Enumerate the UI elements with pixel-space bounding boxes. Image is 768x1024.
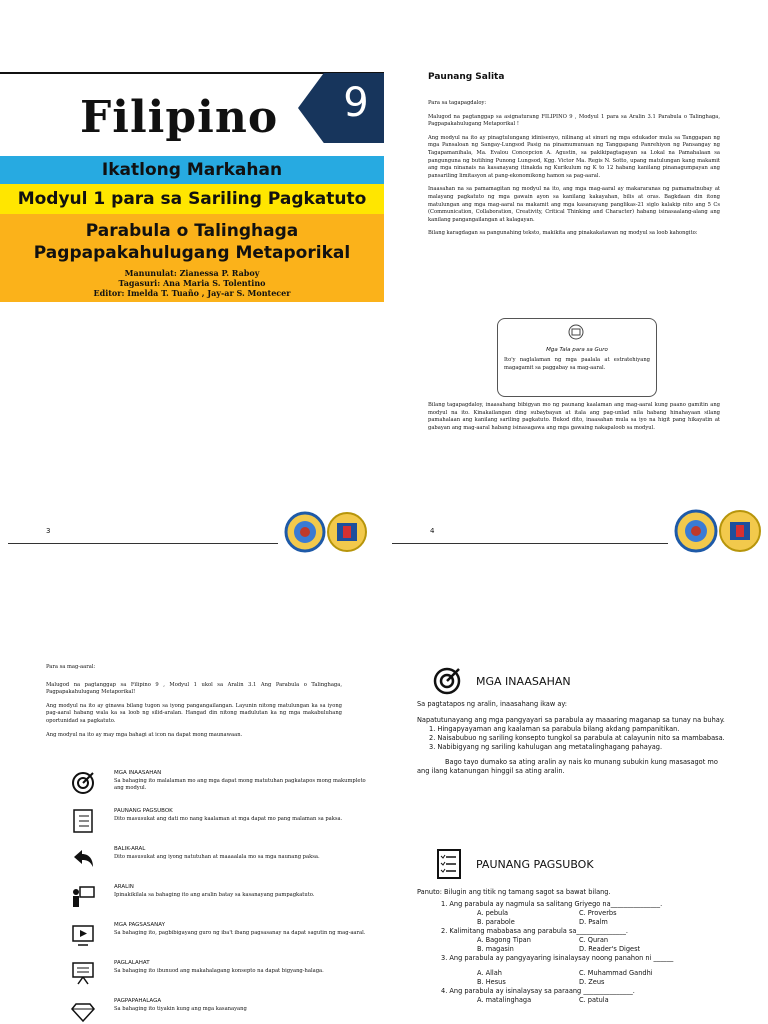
pretest-body	[417, 888, 732, 1005]
choice-4a: A. matalinghaga	[477, 996, 532, 1004]
writer: Manunulat: Zianessa P. Raboy	[124, 268, 260, 278]
legend-desc: Sa bahaging ito ibunuod ang makahalagang konsepto na dapat bigyang-halaga.	[114, 967, 324, 974]
diamond-icon	[70, 998, 96, 1024]
students-p1: Malugod na pagtanggap sa Filipino 9 , Modyul 1 ukol sa Aralin 3.1 Ang Parabula o Talinghaga, Pagpapakahulugang Metaporikal!	[46, 681, 342, 696]
foreword-p5: Bilang tagapagdaloy, inaasahang bibigyan mo ng paunang kaalaman ang mag-aaral kung paano gamitin ang modyul na ito. Kinakailangan ding subaybayan at itala ang pag-unlad nila habang hinahayaan silang pamahalaan ang kanilang sariling pagkatuto. Bukod dito, inaasahan mula sa iyo na higit pang hikayatin at gabayan ang mag-aaral habang isinasagawa ang mga gawaing nakapaloob sa modyul.	[428, 402, 720, 431]
legend-label: PAGPAPAHALAGA	[114, 998, 162, 1004]
footer-seals-left	[284, 510, 372, 554]
choice-1d: D. Psalm	[579, 918, 608, 926]
legend-label: PAUNANG PAGSUBOK	[114, 808, 173, 814]
page-number-4: 4	[430, 527, 435, 535]
teacher-notes-body: Ito'y naglalaman ng mga paalala at estratehiyang magagamit sa paggabay sa mag-aaral.	[504, 357, 650, 371]
legend-label: BALIK-ARAL	[114, 846, 146, 852]
choice-2c: C. Quran	[579, 936, 609, 944]
teacher-notes-icon	[568, 324, 584, 340]
choice-2b: B. magasin	[477, 945, 514, 953]
question-4: 4. Ang parabula ay isinalaysay sa paraang _______________.	[441, 987, 635, 995]
teacher-notes-box	[497, 318, 657, 397]
question-1: 1. Ang parabula ay nagmula sa salitang Griyego na_______________.	[441, 900, 663, 908]
module-band: Modyul 1 para sa Sariling Pagkatuto	[0, 184, 384, 214]
foreword-p3: Inaasahan na sa pamamagitan ng modyul na ito, ang mga mag-aaral ay makararanas ng pamamatnubay at malayang pagkatuto ng mga gawain ayon sa kanilang kakayahan, bilis at oras. Bagkdaan din itong matulungan ang mga mag-aaral na makamit ang mga kasanayang panglikas-21 siglo kalakip nito ang 5 Cs (Communication, Collaboration, Creativity, Critical Thinking and Character) habang isinasaalang-alang ang kanilang pangangailangan at kalagayan.	[428, 186, 720, 223]
teacher-notes-title: Mga Tala para sa Guro	[546, 347, 608, 353]
question-3: 3. Ang parabula ay pangyayaring isinalaysay noong panahon ni ______	[441, 954, 674, 962]
footer-rule-left	[8, 543, 278, 544]
students-p2: Ang modyul na ito ay ginawa bilang tugon sa iyong pangangailangan. Layunin nitong matulungan ka sa iyong pag-aaral habang wala ka sa loob ng silid-aralan. Hangad din nitong madulutan ka ng mga makabuluhang oportunidad sa pagkatuto.	[46, 702, 342, 724]
checklist-icon	[70, 808, 96, 834]
quarter-band: Ikatlong Markahan	[0, 156, 384, 184]
choices-4	[417, 996, 732, 1005]
legend-desc: Dito masusukat ang iyong natutuhan at maaaalala mo sa mga naunang paksa.	[114, 853, 320, 860]
competency: Napatutunayang ang mga pangyayari sa parabula ay maaaring maganap sa tunay na buhay.	[417, 716, 725, 724]
pretest-directions: Panuto: Bilugin ang titik ng tamang sagot sa bawat bilang.	[417, 888, 611, 896]
foreword-p2: Ang modyul na ito ay pinagtulungang idinisenyo, nilinang at sinuri ng mga edukador mula sa Tanggapan ng mga Pansaloan ng Sangay-Lungsod Pasig na pinamumunuan ng Tanggapang Panrehiyon ng Pansangay ng Tagapamanihala, Ma. Evalou Concepcion A. Agustin, sa pakikipagtagayan sa Lokal na Pamahalaan sa pangunguna ng butihing Punong Lungsod, Kgg. Victor Ma. Regis N. Sotto, upang matulungan kang makamit ang mga ninanais na kasanayang itinakda ng Kurikulum ng K to 12 habang kanilang pinanagumpayan ang pansariling limitasyon at pang-ekonomikong hamon sa pag-aaral.	[428, 134, 720, 179]
presentation-icon	[70, 960, 96, 986]
students-greeting: Para sa mag-aaral:	[46, 664, 96, 670]
choice-3b: B. Hesus	[477, 978, 506, 986]
checklist-icon	[436, 848, 462, 880]
choice-3d: D. Zeus	[579, 978, 605, 986]
legend-label: MGA INAASAHAN	[114, 770, 162, 776]
choice-1a: A. pebula	[477, 909, 509, 917]
division-seal-icon	[284, 510, 372, 554]
students-p3: Ang modyul na ito ay may mga bahagi at icon na dapat mong maunawaan.	[46, 731, 243, 738]
objective-3: 3. Nabibigyang ng sariling kahulugan ang metatalinghagang pahayag.	[429, 743, 663, 751]
choice-3c: C. Muhammad Gandhi	[579, 969, 653, 977]
grade-number: 9	[343, 80, 369, 126]
choice-4c: C. patula	[579, 996, 609, 1004]
legend-desc: Sa bahaging ito malalaman mo ang mga dapat mong matutuhan pagkatapos mong makumpleto ang modyul.	[114, 777, 366, 791]
choice-1b: B. parabole	[477, 918, 515, 926]
expectations-intro: Sa pagtatapos ng aralin, inaasahang ikaw ay:	[417, 700, 568, 708]
legend-label: ARALIN	[114, 884, 134, 890]
choice-2a: A. Bagong Tipan	[477, 936, 531, 944]
legend-desc: Sa bahaging ito, pagbibigayang guro ng iba't ibang pagsasanay na dapat sagutin ng mag-aaral.	[114, 929, 366, 936]
choices-3	[417, 969, 732, 987]
footer-rule-right	[392, 543, 668, 544]
legend-label: PAGLALAHAT	[114, 960, 150, 966]
legend-desc: Dito masusukat ang dati mo nang kaalaman at mga dapat mo pang malaman sa paksa.	[114, 815, 343, 822]
back-arrow-icon	[70, 846, 96, 872]
editor: Editor: Imelda T. Tuaño , Jay-ar S. Montecer	[93, 288, 291, 298]
play-screen-icon	[70, 922, 96, 948]
illustrator: Tagasuri: Ana Maria S. Tolentino	[118, 278, 266, 288]
page-number-3: 3	[46, 527, 51, 535]
choice-2d: D. Reader's Digest	[579, 945, 641, 953]
choice-3a: A. Allah	[477, 969, 502, 977]
lesson-band	[0, 214, 384, 302]
choices-1	[417, 909, 732, 927]
foreword-greeting: Para sa tagapagdaloy:	[428, 100, 487, 106]
division-seal-icon	[674, 508, 766, 554]
foreword-heading: Paunang Salita	[428, 72, 505, 82]
objective-2: 2. Naisabubuo ng sariling konsepto tungkol sa parabula at calayunin nito sa mambabasa.	[429, 734, 725, 742]
choice-1c: C. Proverbs	[579, 909, 617, 917]
teacher-board-icon	[70, 884, 96, 910]
target-icon	[432, 666, 462, 696]
expectations-heading: MGA INAASAHAN	[476, 675, 571, 688]
legend-desc: Ipinakikilala sa bahaging ito ang aralin batay sa kasanayang pampagkatuto.	[114, 891, 315, 898]
cover-title: Filipino	[80, 92, 279, 143]
foreword-body-1	[428, 100, 720, 244]
foreword-p4: Bilang karagdagan sa pangunahing teksto, makikita ang pinakakatawan ng modyul sa loob kahongito:	[428, 230, 698, 237]
expectations-closing: Bago tayo dumako sa ating aralin ay nais ko munang subukin kung masasagot mo ang ilang katanungan hinggil sa ating aralin.	[417, 758, 718, 775]
footer-seals-right	[674, 508, 766, 554]
lesson-title-2: Pagpapakahulugang Metaporikal	[33, 243, 351, 263]
objective-1: 1. Hingapyayaman ang kaalaman sa parabula bilang akdang pampanitikan.	[429, 725, 680, 733]
target-icon	[70, 770, 96, 796]
foreword-p1: Malugod na pagtanggap sa asignaturang FILIPINO 9 , Modyul 1 para sa Aralin 3.1 Parabula o Talinghaga, Pagpapakahulugang Metaporikal !	[428, 113, 720, 128]
legend-label: MGA PAGSASANAY	[114, 922, 165, 928]
lesson-title-1: Parabula o Talinghaga	[85, 221, 299, 241]
pretest-heading: PAUNANG PAGSUBOK	[476, 858, 594, 871]
question-2: 2. Kalimitang mababasa ang parabula sa_______________.	[441, 927, 628, 935]
choices-2	[417, 936, 732, 954]
legend-desc: Sa bahaging ito tiyakin kung ang mga kasanayang	[114, 1005, 247, 1012]
expectations-body	[417, 700, 727, 776]
students-intro	[46, 664, 342, 745]
